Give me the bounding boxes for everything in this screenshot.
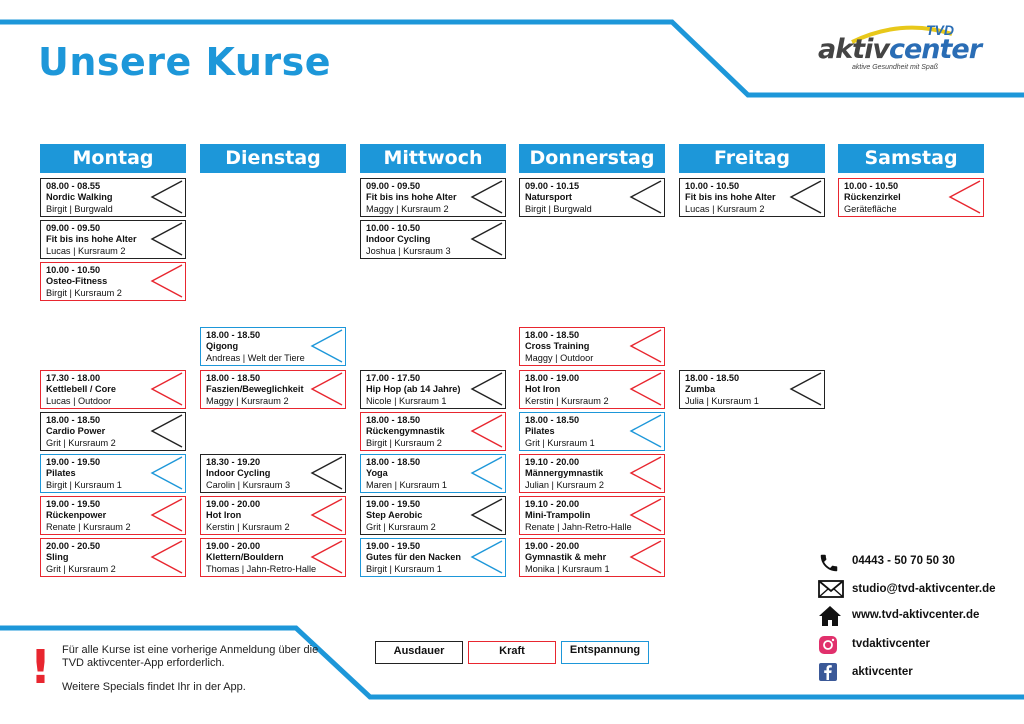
course-card[interactable] (519, 370, 665, 409)
course-name: Faszien/Beweglichkeit (206, 384, 304, 395)
course-card[interactable] (200, 496, 346, 535)
logo-wordmark: aktivcenter (818, 34, 982, 65)
page-title: Unsere Kurse (38, 40, 332, 84)
course-time: 18.00 - 18.50 (46, 415, 101, 425)
course-detail: Andreas | Welt der Tiere (206, 352, 305, 363)
course-detail: Grit | Kursraum 2 (366, 521, 436, 532)
course-time: 19.00 - 20.00 (206, 499, 261, 509)
course-detail: Lucas | Kursraum 2 (46, 245, 126, 256)
course-detail: Grit | Kursraum 2 (46, 437, 116, 448)
logo (812, 20, 982, 80)
course-time: 19.10 - 20.00 (525, 457, 580, 467)
chevron-left-icon (470, 414, 504, 449)
course-detail: Joshua | Kursraum 3 (366, 245, 451, 256)
day-header-dienstag: Dienstag (200, 144, 346, 173)
day-header-samstag: Samstag (838, 144, 984, 173)
day-header-freitag: Freitag (679, 144, 825, 173)
course-detail: Birgit | Burgwald (46, 203, 113, 214)
course-time: 10.00 - 10.50 (46, 265, 101, 275)
instagram-icon (818, 635, 838, 655)
course-name: Hot Iron (206, 510, 242, 521)
course-name: Fit bis ins hohe Alter (685, 192, 776, 203)
course-card[interactable] (838, 178, 984, 217)
course-name: Rückengymnastik (366, 426, 445, 437)
chevron-left-icon (310, 372, 344, 407)
envelope-icon (818, 579, 844, 599)
course-name: Gymnastik & mehr (525, 552, 607, 563)
course-card[interactable] (40, 496, 186, 535)
course-name: Hot Iron (525, 384, 561, 395)
course-card[interactable] (360, 496, 506, 535)
logo-tagline: aktive Gesundheit mit Spaß (852, 64, 938, 71)
course-name: Fit bis ins hohe Alter (366, 192, 457, 203)
day-header-montag: Montag (40, 144, 186, 173)
course-card[interactable] (40, 454, 186, 493)
course-name: Hip Hop (ab 14 Jahre) (366, 384, 461, 395)
course-time: 19.00 - 20.00 (206, 541, 261, 551)
chevron-left-icon (629, 456, 663, 491)
course-time: 19.00 - 19.50 (46, 457, 101, 467)
course-card[interactable] (519, 412, 665, 451)
course-card[interactable] (40, 412, 186, 451)
course-time: 08.00 - 08.55 (46, 181, 101, 191)
chevron-left-icon (150, 264, 184, 299)
course-detail: Renate | Jahn-Retro-Halle (525, 521, 632, 532)
course-time: 18.00 - 18.50 (206, 373, 261, 383)
chevron-left-icon (629, 414, 663, 449)
course-time: 19.00 - 19.50 (46, 499, 101, 509)
chevron-left-icon (470, 372, 504, 407)
phone-icon (818, 552, 840, 574)
course-time: 17.00 - 17.50 (366, 373, 421, 383)
chevron-left-icon (470, 540, 504, 575)
course-time: 18.00 - 18.50 (366, 415, 421, 425)
course-name: Cardio Power (46, 426, 106, 437)
chevron-left-icon (470, 456, 504, 491)
course-name: Mini-Trampolin (525, 510, 591, 521)
course-detail: Julian | Kursraum 2 (525, 479, 604, 490)
chevron-left-icon (470, 180, 504, 215)
course-card[interactable] (200, 327, 346, 366)
course-name: Rückenzirkel (844, 192, 901, 203)
course-detail: Birgit | Kursraum 1 (366, 563, 442, 574)
course-name: Pilates (525, 426, 555, 437)
course-time: 17.30 - 18.00 (46, 373, 101, 383)
course-card[interactable] (40, 178, 186, 217)
course-time: 18.00 - 19.00 (525, 373, 580, 383)
course-card[interactable] (360, 538, 506, 577)
course-time: 19.00 - 20.00 (525, 541, 580, 551)
course-card[interactable] (200, 454, 346, 493)
course-name: Sling (46, 552, 69, 563)
course-name: Rückenpower (46, 510, 107, 521)
course-name: Pilates (46, 468, 76, 479)
course-card[interactable] (40, 370, 186, 409)
course-name: Fit bis ins hohe Alter (46, 234, 137, 245)
course-detail: Gerätefläche (844, 203, 897, 214)
course-detail: Monika | Kursraum 1 (525, 563, 610, 574)
course-time: 10.00 - 10.50 (685, 181, 740, 191)
course-name: Step Aerobic (366, 510, 423, 521)
course-card[interactable] (360, 412, 506, 451)
course-detail: Renate | Kursraum 2 (46, 521, 131, 532)
course-card[interactable] (519, 454, 665, 493)
chevron-left-icon (310, 329, 344, 364)
chevron-left-icon (629, 329, 663, 364)
course-time: 18.00 - 18.50 (685, 373, 740, 383)
course-detail: Maren | Kursraum 1 (366, 479, 448, 490)
course-time: 18.00 - 18.50 (525, 330, 580, 340)
course-detail: Birgit | Kursraum 2 (46, 287, 122, 298)
course-time: 09.00 - 09.50 (366, 181, 421, 191)
chevron-left-icon (948, 180, 982, 215)
course-detail: Maggy | Outdoor (525, 352, 594, 363)
course-name: Kettlebell / Core (46, 384, 116, 395)
course-time: 18.00 - 18.50 (525, 415, 580, 425)
chevron-left-icon (629, 180, 663, 215)
chevron-left-icon (150, 222, 184, 257)
facebook-icon (818, 662, 838, 682)
chevron-left-icon (150, 180, 184, 215)
course-name: Männergymnastik (525, 468, 604, 479)
chevron-left-icon (789, 180, 823, 215)
course-time: 10.00 - 10.50 (844, 181, 899, 191)
course-card[interactable] (679, 178, 825, 217)
course-card[interactable] (679, 370, 825, 409)
chevron-left-icon (150, 372, 184, 407)
course-detail: Lucas | Kursraum 2 (685, 203, 765, 214)
course-detail: Birgit | Burgwald (525, 203, 592, 214)
chevron-left-icon (629, 498, 663, 533)
course-detail: Nicole | Kursraum 1 (366, 395, 447, 406)
course-detail: Grit | Kursraum 2 (46, 563, 116, 574)
day-header-mittwoch: Mittwoch (360, 144, 506, 173)
course-name: Osteo-Fitness (46, 276, 108, 287)
chevron-left-icon (629, 372, 663, 407)
course-name: Gutes für den Nacken (366, 552, 461, 563)
course-detail: Julia | Kursraum 1 (685, 395, 759, 406)
course-name: Qigong (206, 341, 239, 352)
chevron-left-icon (150, 498, 184, 533)
course-time: 18.30 - 19.20 (206, 457, 261, 467)
course-card[interactable] (360, 370, 506, 409)
course-detail: Grit | Kursraum 1 (525, 437, 595, 448)
course-name: Nordic Walking (46, 192, 113, 203)
course-time: 19.00 - 19.50 (366, 541, 421, 551)
course-detail: Kerstin | Kursraum 2 (525, 395, 609, 406)
chevron-left-icon (789, 372, 823, 407)
chevron-left-icon (310, 498, 344, 533)
course-card[interactable] (360, 454, 506, 493)
registration-note: Für alle Kurse ist eine vorherige Anmeldung über die TVD aktivcenter-App erforderlich. (62, 644, 319, 669)
course-card[interactable] (519, 178, 665, 217)
course-card[interactable] (360, 220, 506, 259)
course-card[interactable] (40, 220, 186, 259)
course-detail: Carolin | Kursraum 3 (206, 479, 291, 490)
course-detail: Lucas | Outdoor (46, 395, 112, 406)
course-card[interactable] (40, 538, 186, 577)
course-detail: Kerstin | Kursraum 2 (206, 521, 290, 532)
course-card[interactable] (40, 262, 186, 301)
course-detail: Maggy | Kursraum 2 (206, 395, 289, 406)
course-card[interactable] (519, 327, 665, 366)
course-time: 19.10 - 20.00 (525, 499, 580, 509)
course-detail: Thomas | Jahn-Retro-Halle (206, 563, 317, 574)
course-time: 20.00 - 20.50 (46, 541, 101, 551)
chevron-left-icon (310, 540, 344, 575)
course-name: Zumba (685, 384, 716, 395)
legend-kraft: Kraft (468, 641, 556, 664)
course-time: 10.00 - 10.50 (366, 223, 421, 233)
course-time: 09.00 - 09.50 (46, 223, 101, 233)
course-time: 18.00 - 18.50 (366, 457, 421, 467)
chevron-left-icon (310, 456, 344, 491)
course-detail: Maggy | Kursraum 2 (366, 203, 449, 214)
chevron-left-icon (470, 498, 504, 533)
course-name: Natursport (525, 192, 572, 203)
course-name: Indoor Cycling (366, 234, 431, 245)
course-name: Indoor Cycling (206, 468, 271, 479)
course-detail: Birgit | Kursraum 1 (46, 479, 122, 490)
legend-entspannung: Entspannung (561, 641, 649, 664)
chevron-left-icon (150, 456, 184, 491)
chevron-left-icon (150, 414, 184, 449)
day-header-donnerstag: Donnerstag (519, 144, 665, 173)
exclamation-icon: ! (30, 640, 51, 694)
course-card[interactable] (519, 496, 665, 535)
home-icon (818, 605, 842, 627)
course-card[interactable] (200, 538, 346, 577)
chevron-left-icon (629, 540, 663, 575)
course-time: 18.00 - 18.50 (206, 330, 261, 340)
course-card[interactable] (519, 538, 665, 577)
course-card[interactable] (200, 370, 346, 409)
course-name: Yoga (366, 468, 388, 479)
chevron-left-icon (470, 222, 504, 257)
course-name: Cross Training (525, 341, 590, 352)
logo-tvd: TVD (926, 22, 954, 38)
course-time: 19.00 - 19.50 (366, 499, 421, 509)
course-card[interactable] (360, 178, 506, 217)
specials-note: Weitere Specials findet Ihr in der App. (62, 681, 246, 693)
chevron-left-icon (150, 540, 184, 575)
course-time: 09.00 - 10.15 (525, 181, 580, 191)
course-name: Klettern/Bouldern (206, 552, 284, 563)
course-detail: Birgit | Kursraum 2 (366, 437, 442, 448)
legend-ausdauer: Ausdauer (375, 641, 463, 664)
